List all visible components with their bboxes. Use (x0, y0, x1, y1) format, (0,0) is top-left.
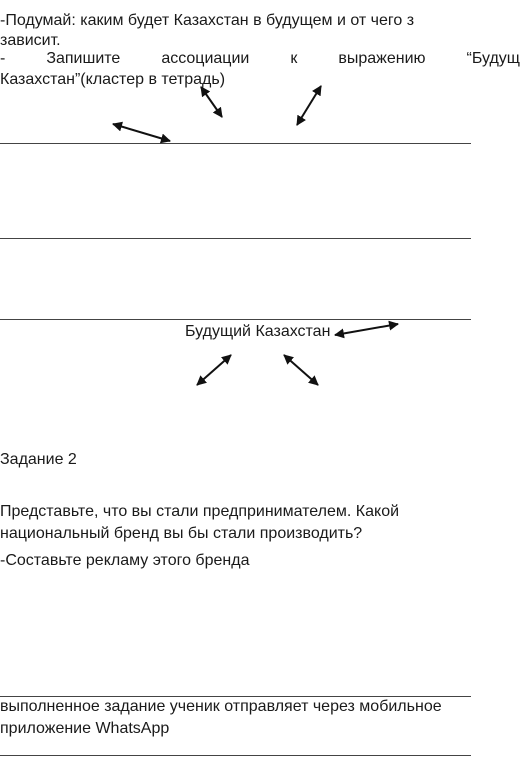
double-arrow-icon (335, 324, 398, 335)
intro-word-1: Запишите (46, 50, 121, 67)
task2-question-line-1: Представьте, что вы стали предпринимателем. Какой (0, 503, 400, 520)
double-arrow-icon (297, 86, 321, 125)
intro-line-2: зависит. (0, 32, 61, 49)
intro-word-5: “Будущ (466, 50, 520, 67)
task2-instruction: -Составьте рекламу этого бренда (0, 552, 250, 569)
footer-line-1: выполненное задание ученик отправляет через мобильное (0, 698, 442, 715)
footer-bottom-rule (0, 755, 471, 756)
double-arrow-icon (197, 355, 231, 385)
intro-word-dash: - (0, 50, 6, 67)
intro-word-3: к (290, 50, 298, 67)
intro-line-1: -Подумай: каким будет Казахстан в будущем и от чего з (0, 12, 415, 29)
task2-heading: Задание 2 (0, 451, 77, 468)
cluster-center-label: Будущий Казахстан (185, 323, 331, 340)
intro-word-2: ассоциации (161, 50, 250, 67)
intro-word-4: выражению (338, 50, 426, 67)
intro-line-4: Казахстан”(кластер в тетрадь) (0, 71, 226, 88)
double-arrow-icon (113, 124, 170, 141)
task2-question-line-2: национальный бренд вы бы стали производить? (0, 525, 363, 542)
footer-line-2: приложение WhatsApp (0, 720, 170, 737)
double-arrow-icon (201, 87, 222, 117)
double-arrow-icon (284, 355, 318, 385)
